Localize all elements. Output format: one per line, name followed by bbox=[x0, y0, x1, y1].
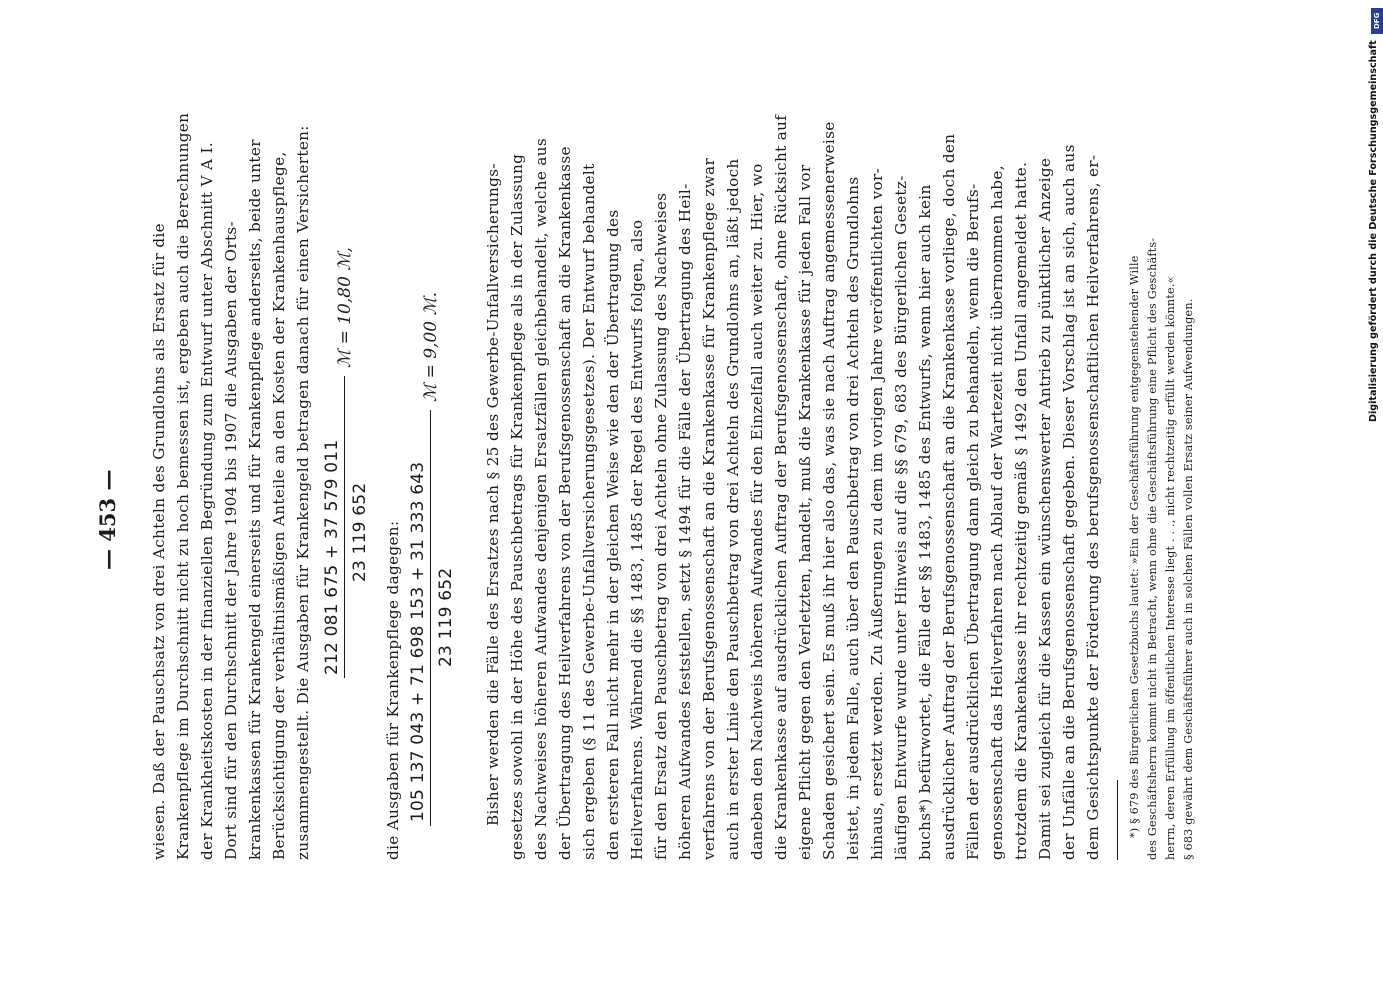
text-line: dem Gesichtspunkte der Förderung des berufsgenossenschaftlichen Heilverfahrens, er- bbox=[1084, 154, 1102, 860]
formula-2-numerator: 105 137 043 + 71 698 153 + 31 333 643 bbox=[408, 461, 428, 822]
text-line: trotzdem die Krankenkasse ihr rechtzeitig gemäß § 1492 den Unfall angemeldet hatte. bbox=[1012, 161, 1030, 860]
formula-1-fraction-line bbox=[344, 376, 345, 678]
text-line: der Krankheitskosten in der finanziellen Begründung zum Entwurf unter Abschnitt V A I. bbox=[198, 141, 216, 860]
text-line: Dort sind für den Durchschnitt der Jahre 1904 bis 1907 die Ausgaben der Orts- bbox=[222, 220, 240, 860]
formula-2-result: ℳ = 9,00 ℳ. bbox=[421, 291, 441, 402]
footnote-rule bbox=[1117, 780, 1118, 860]
text-line: wiesen. Daß der Pauschsatz von drei Achteln des Grundlohns als Ersatz für die bbox=[150, 223, 168, 860]
text-line: Heilverfahrens. Während die §§ 1483, 1485 der Regel des Entwurfs folgen, also bbox=[628, 219, 646, 860]
text-line: läufigen Entwurfe wurde unter Hinweis auf die §§ 679, 683 des Bürgerlichen Gesetz- bbox=[892, 175, 910, 860]
text-line: genossenschaft das Heilverfahren nach Ablauf der Wartezeit nicht übernommen habe, bbox=[988, 165, 1006, 860]
footnote-line: § 683 gewährt dem Geschäftsführer auch in solchen Fällen vollen Ersatz seiner Aufwendungen. bbox=[1182, 298, 1195, 860]
text-line: Schaden gesichert sein. Es muß ihr hier also das, was sie nach Auftrag angemessenerweise bbox=[820, 121, 838, 860]
text-line: Berücksichtigung der verhältnismäßigen Anteile an den Kosten der Krankenhauspflege, bbox=[270, 151, 288, 860]
footnote-line: des Geschäftsherrn kommt nicht in Betracht, wenn ohne die Geschäftsführung eine Pflicht des Geschäfts- bbox=[1146, 237, 1159, 860]
formula-1-numerator: 212 081 675 + 37 579 011 bbox=[322, 439, 342, 675]
text-line: für den Ersatz den Pauschbetrag von drei Achteln ohne Zulassung des Nachweises bbox=[652, 192, 670, 860]
formula-2-fraction-line bbox=[430, 410, 431, 826]
text-line: den ersteren Fall nicht mehr in der gleichen Weise wie den der Übertragung des bbox=[604, 209, 622, 860]
bridge-text: die Ausgaben für Krankenpflege dagegen: bbox=[384, 520, 402, 860]
text-line: Krankenpflege im Durchschnitt nicht zu hoch bemessen ist, ergeben auch die Berechnungen bbox=[174, 112, 192, 860]
text-line: eigene Pflicht gegen den Verletzten, handelt, muß die Krankenkasse für jeden Fall vor bbox=[796, 164, 814, 860]
text-line: der Übertragung des Heilverfahrens von der Berufsgenossenschaft an die Krankenkasse bbox=[556, 146, 574, 860]
text-line: krankenkassen für Krankengeld einerseits und für Krankenpflege anderseits, beide unter bbox=[246, 139, 264, 860]
formula-1-result: ℳ = 10,80 ℳ, bbox=[335, 247, 355, 368]
text-line: Fällen der ausdrücklichen Übertragung dann gleich zu behandeln, wenn die Berufs- bbox=[964, 183, 982, 860]
text-line: hinaus, ersetzt werden. Zu Äußerungen zu dem im vorigen Jahre veröffentlichten vor- bbox=[868, 167, 886, 860]
text-line: die Krankenkasse auf ausdrücklichen Auftrag der Berufsgenossenschaft, ohne Rücksicht auf bbox=[772, 114, 790, 860]
text-line: Bisher werden die Fälle des Ersatzes nach § 25 des Gewerbe-Unfallversicherungs- bbox=[484, 163, 502, 826]
dfg-credit-text: Digitalisierung gefördert durch die Deutsche Forschungsgemeinschaft bbox=[1368, 40, 1379, 422]
text-line: daneben den Nachweis höheren Aufwandes für den Einzelfall auch weiter zu. Hier, wo bbox=[748, 163, 766, 860]
text-line: Damit sei zugleich für die Kassen ein wünschenswerter Antrieb zu pünktlicher Anzeige bbox=[1036, 157, 1054, 860]
text-line: höheren Aufwandes feststellen, setzt § 1494 für die Fälle der Übertragung des Heil- bbox=[676, 183, 694, 860]
formula-2-denominator: 23 119 652 bbox=[436, 567, 456, 667]
text-line: leistet, in jedem Falle, auch über den Pauschbetrag von drei Achteln des Grundlohns bbox=[844, 176, 862, 860]
dfg-logo: DFG bbox=[1371, 8, 1383, 34]
footnote-line: *) § 679 des Bürgerlichen Gesetzbuchs lautet: »Ein der Geschäftsführung entgegenstehender Wille bbox=[1128, 255, 1141, 838]
text-line: der Unfälle an die Berufsgenossenschaft gegeben. Dieser Vorschlag ist an sich, auch aus bbox=[1060, 144, 1078, 860]
text-line: buchs*) befürwortet, die Fälle der §§ 1483, 1485 des Entwurfs, wenn hier auch kein bbox=[916, 184, 934, 860]
text-line: sich ergeben (§ 11 des Gewerbe-Unfallversicherungsgesetzes). Der Entwurf behandelt bbox=[580, 163, 598, 860]
footnote-line: herrn, deren Erfüllung im öffentlichen Interesse liegt . . ., nicht rechtzeitig erfüllt werden könnte.« bbox=[1164, 276, 1177, 860]
formula-1-denominator: 23 119 652 bbox=[350, 482, 370, 582]
text-line: ausdrücklicher Auftrag der Berufsgenossenschaft an die Krankenkasse vorliege, doch den bbox=[940, 133, 958, 860]
page-number: — 453 — bbox=[95, 469, 120, 570]
text-line: verfahrens von der Berufsgenossenschaft an die Krankenkasse für Krankenpflege zwar bbox=[700, 157, 718, 860]
text-line: des Nachweises höheren Aufwandes denjenigen Ersatzfällen gleichbehandelt, welche aus bbox=[532, 137, 550, 860]
text-line: zusammengestellt. Die Ausgaben für Krankengeld betragen danach für einen Versicherten: bbox=[294, 125, 312, 860]
text-line: auch in erster Linie den Pauschbetrag von drei Achteln des Grundlohns an, läßt jedoch bbox=[724, 158, 742, 860]
text-line: gesetzes sowohl in der Höhe des Pauschbetrags für Krankenpflege als in der Zulassung bbox=[508, 153, 526, 860]
